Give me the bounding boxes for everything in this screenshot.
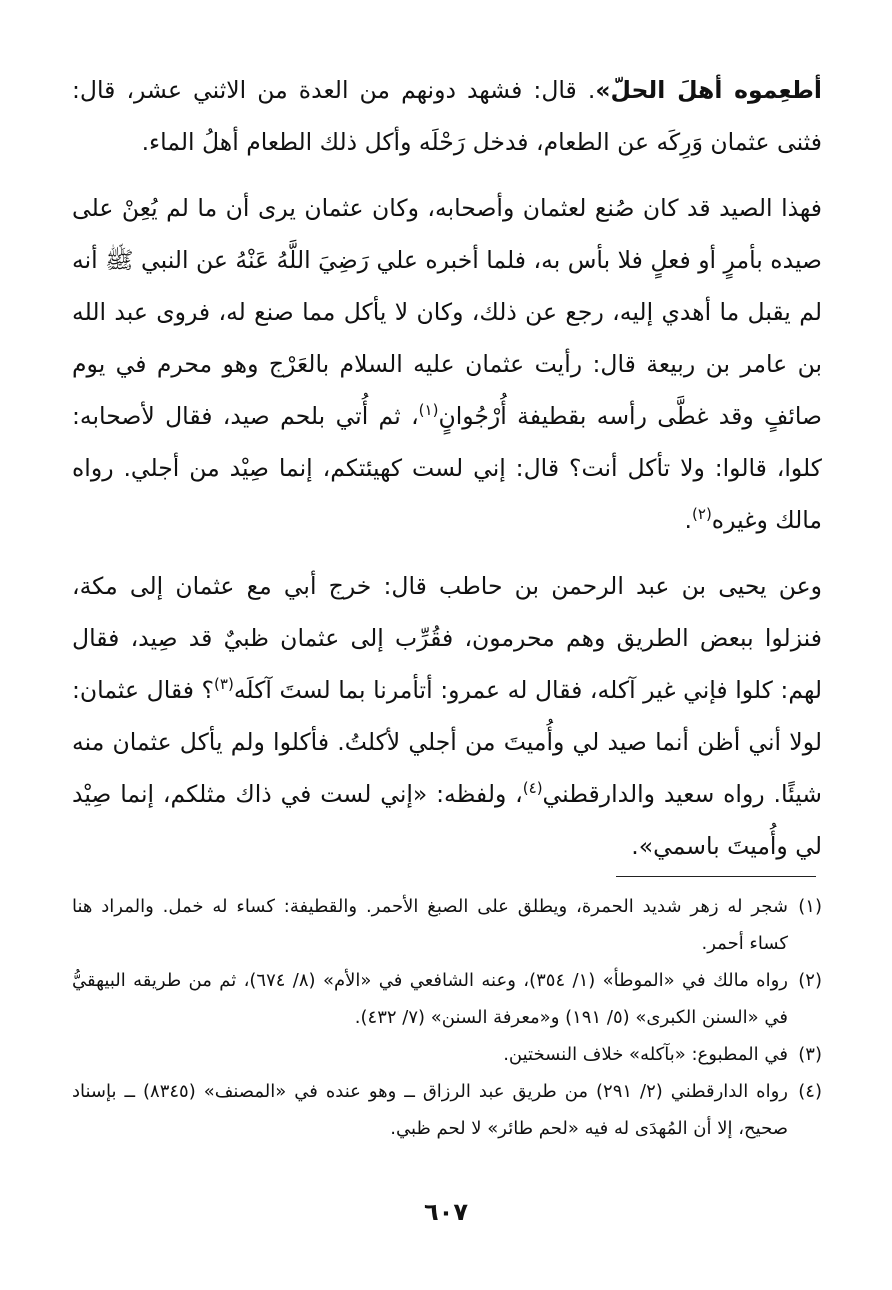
paragraph-text: وعن يحيى بن عبد الرحمن بن حاطب قال: خرج أبي مع عثمان إلى مكة، فنزلوا ببعض الطريق وهم محرمون، فقُرِّب إلى عثمان ظبيٌ قد صِيد، فقال لهم: كلوا فإني غير آكله، فقال له عمرو: أتأمرنا بما لستَ آكلَه [72,572,822,704]
footnote-2 [72,962,822,1036]
paragraph-1 [72,64,822,168]
paragraph-text: فهذا الصيد قد كان صُنع لعثمان وأصحابه، وكان عثمان يرى أن ما لم يُعِنْ على صيده بأمرٍ أو فعلٍ فلا بأس به، فلما أخبره علي رَضِيَ اللَّهُ عَنْهُ عن النبي ﷺ أنه لم يقبل ما أهدي إليه، رجع عن ذلك، وكان لا يأكل مما صنع له، فروى عبد الله بن عامر بن ربيعة قال: رأيت عثمان عليه السلام بالعَرْج وهو محرم في يوم صائفٍ وقد غطَّى رأسه بقطيفة أُرْجُوانٍ [72,194,822,430]
footnote-number: (٣) [798,1044,822,1065]
paragraph-2 [72,182,822,546]
footnote-text: شجر له زهر شديد الحمرة، ويطلق على الصبغ الأحمر. والقطيفة: كساء له خمل. والمراد هنا كساء أحمر. [72,896,788,954]
footnote-text: رواه الدارقطني (٢/ ٢٩١) من طريق عبد الرزاق ــ وهو عنده في «المصنف» (٨٣٤٥) ــ بإسناد صحيح، إلا أن المُهدَى له فيه «لحم طائر» لا لحم ظبي. [72,1081,788,1139]
bold-quote: أطعِموه أهلَ الحلّ» [595,76,822,104]
footnote-text: رواه مالك في «الموطأ» (١/ ٣٥٤)، وعنه الشافعي في «الأم» (٨/ ٦٧٤)، ثم من طريقه البيهقيُّ في «السنن الكبرى» (٥/ ١٩١) و«معرفة السنن» (٧/ ٤٣٢). [72,970,788,1028]
footnote-ref-3: (٣) [214,675,234,694]
paragraph-3 [72,560,822,872]
paragraph-text: ، ولفظه: «إني لست في ذاك مثلكم، إنما صِيْد لي وأُميتَ باسمي». [72,780,822,860]
paragraph-text: . قال: فشهد دونهم من العدة من الاثني عشر، قال: فثنى عثمان وَرِكَه عن الطعام، فدخل رَحْلَه وأكل ذلك الطعام أهلُ الماء. [72,76,822,156]
paragraph-text: ؟ فقال عثمان: لولا أني أظن أنما صيد لي وأُميتَ من أجلي لأكلتُ. فأكلوا ولم يأكل عثمان منه شيئًا. رواه سعيد والدارقطني [72,676,822,808]
footnote-1 [72,888,822,962]
main-text [72,64,822,886]
page-number: ٦٠٧ [424,1198,468,1226]
paragraph-text: ، ثم أُتي بلحم صيد، فقال لأصحابه: كلوا، قالوا: ولا تأكل أنت؟ قال: إني لست كهيئتكم، إنما صِيْد من أجلي. رواه مالك وغيره [72,402,822,534]
footnote-number: (١) [798,896,822,917]
footnote-divider [616,876,816,877]
footnote-number: (٤) [798,1081,822,1102]
footnote-ref-2: (٢) [692,505,712,524]
footnote-4 [72,1073,822,1147]
footnotes [72,888,822,1147]
paragraph-text: . [684,506,693,534]
footnote-ref-4: (٤) [522,779,543,798]
footnote-text: في المطبوع: «بآكله» خلاف النسختين. [503,1044,788,1065]
footnote-number: (٢) [798,970,822,991]
footnote-ref-1: (١) [418,401,439,420]
footnote-3 [72,1036,822,1073]
